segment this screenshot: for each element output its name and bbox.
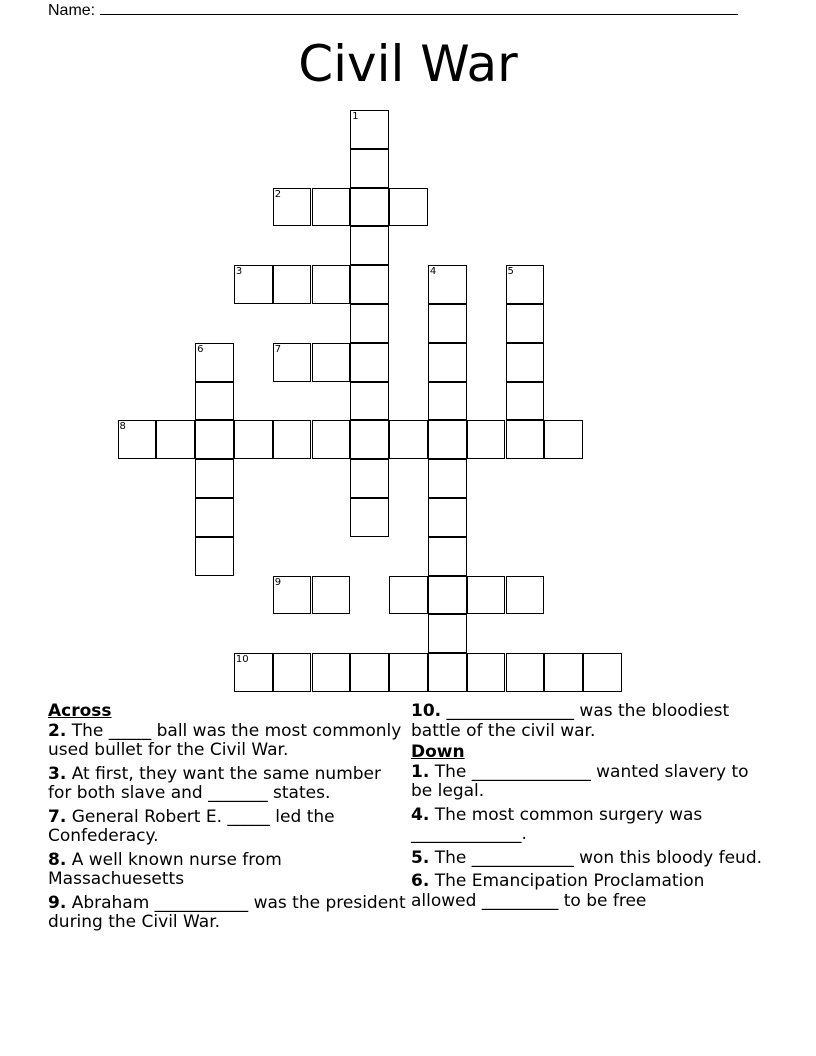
grid-cell[interactable] <box>506 576 545 615</box>
clue-text: The _____ ball was the most commonly used bullet for the Civil War. <box>48 720 402 760</box>
grid-cell[interactable] <box>350 226 389 265</box>
grid-cell[interactable] <box>156 420 195 459</box>
grid-cell[interactable] <box>350 265 389 304</box>
grid-cell[interactable] <box>312 188 351 227</box>
grid-cell[interactable] <box>467 420 506 459</box>
clue-text: General Robert E. _____ led the Confederacy. <box>48 806 335 846</box>
grid-cell[interactable] <box>389 420 428 459</box>
across-heading: Across <box>48 701 112 721</box>
clue-number: 2. <box>48 720 67 741</box>
clue-text: _______________ was the bloodiest battle of the civil war. <box>411 701 730 741</box>
down-heading: Down <box>411 742 465 762</box>
grid-cell[interactable] <box>467 653 506 692</box>
grid-cell[interactable] <box>544 420 583 459</box>
clue-number-label: 9 <box>274 576 282 588</box>
grid-cell[interactable] <box>428 304 467 343</box>
across-clue-10 <box>411 702 771 741</box>
clue-text: The most common surgery was _____________. <box>411 804 703 844</box>
across-clue-8 <box>48 851 408 890</box>
grid-cell[interactable] <box>195 382 234 421</box>
grid-cell[interactable] <box>428 265 467 304</box>
clue-number-label: 2 <box>274 188 282 200</box>
clue-number: 9. <box>48 892 67 913</box>
clue-number: 3. <box>48 763 67 784</box>
grid-cell[interactable] <box>234 420 273 459</box>
grid-cell[interactable] <box>273 576 312 615</box>
grid-cell[interactable] <box>506 653 545 692</box>
grid-cell[interactable] <box>195 537 234 576</box>
across-clue-7 <box>48 808 408 847</box>
grid-cell[interactable] <box>273 188 312 227</box>
grid-cell[interactable] <box>234 265 273 304</box>
clue-number: 1. <box>411 761 430 782</box>
grid-cell[interactable] <box>350 498 389 537</box>
grid-cell[interactable] <box>350 110 389 149</box>
grid-cell[interactable] <box>312 653 351 692</box>
clue-number-label: 10 <box>235 654 249 666</box>
clue-text: The Emancipation Proclamation allowed _________ to be free <box>411 871 705 911</box>
clue-number: 10. <box>411 701 442 721</box>
grid-cell[interactable] <box>428 537 467 576</box>
clue-text: The ______________ wanted slavery to be legal. <box>411 761 749 801</box>
clues-left-column <box>48 702 408 937</box>
grid-cell[interactable] <box>467 576 506 615</box>
grid-cell[interactable] <box>195 343 234 382</box>
grid-cell[interactable] <box>428 420 467 459</box>
down-clue-6 <box>411 872 771 911</box>
grid-cell[interactable] <box>506 304 545 343</box>
across-clue-3 <box>48 765 408 804</box>
grid-cell[interactable] <box>350 653 389 692</box>
across-clue-9 <box>48 894 408 933</box>
down-clue-5 <box>411 849 771 869</box>
grid-cell[interactable] <box>428 653 467 692</box>
grid-cell[interactable] <box>195 459 234 498</box>
grid-cell[interactable] <box>350 188 389 227</box>
grid-cell[interactable] <box>312 576 351 615</box>
grid-cell[interactable] <box>506 382 545 421</box>
clue-number-label: 6 <box>197 343 204 355</box>
grid-cell[interactable] <box>428 576 467 615</box>
clue-number: 8. <box>48 849 67 870</box>
grid-cell[interactable] <box>506 420 545 459</box>
clue-number: 7. <box>48 806 67 827</box>
clue-number-label: 8 <box>119 421 126 433</box>
grid-cell[interactable] <box>273 420 312 459</box>
grid-cell[interactable] <box>234 653 273 692</box>
grid-cell[interactable] <box>428 343 467 382</box>
grid-cell[interactable] <box>118 420 157 459</box>
clue-number: 6. <box>411 871 430 891</box>
grid-cell[interactable] <box>273 653 312 692</box>
clue-number-label: 5 <box>507 266 514 278</box>
grid-cell[interactable] <box>350 382 389 421</box>
grid-cell[interactable] <box>350 149 389 188</box>
grid-cell[interactable] <box>428 614 467 653</box>
grid-cell[interactable] <box>273 343 312 382</box>
grid-cell[interactable] <box>312 265 351 304</box>
grid-cell[interactable] <box>350 304 389 343</box>
name-label: Name: <box>48 2 96 19</box>
clue-text: At first, they want the same number for both slave and _______ states. <box>48 763 382 803</box>
clue-number-label: 1 <box>352 111 359 122</box>
down-clue-4 <box>411 806 771 845</box>
grid-cell[interactable] <box>506 265 545 304</box>
grid-cell[interactable] <box>350 459 389 498</box>
grid-cell[interactable] <box>583 653 622 692</box>
grid-cell[interactable] <box>195 420 234 459</box>
clue-number-label: 7 <box>274 343 282 355</box>
grid-cell[interactable] <box>312 343 351 382</box>
clue-number-label: 4 <box>429 266 437 278</box>
down-clue-1 <box>411 763 771 802</box>
grid-cell[interactable] <box>195 498 234 537</box>
grid-cell[interactable] <box>273 265 312 304</box>
clue-text: Abraham ___________ was the president during the Civil War. <box>48 892 406 932</box>
clue-text: The ____________ won this bloody feud. <box>429 847 763 868</box>
grid-cell[interactable] <box>312 420 351 459</box>
grid-cell[interactable] <box>389 576 428 615</box>
grid-cell[interactable] <box>389 188 428 227</box>
grid-cell[interactable] <box>506 343 545 382</box>
clues-right-column <box>411 702 771 915</box>
grid-cell[interactable] <box>428 498 467 537</box>
grid-cell[interactable] <box>428 382 467 421</box>
page-title: Civil War <box>298 35 518 93</box>
clue-number-label: 3 <box>235 266 243 278</box>
clue-number: 5. <box>411 847 430 868</box>
clue-number: 4. <box>411 804 430 825</box>
across-clue-2 <box>48 722 408 761</box>
grid-cell[interactable] <box>389 653 428 692</box>
grid-cell[interactable] <box>428 459 467 498</box>
clue-text: A well known nurse from Massachuesetts <box>48 849 282 889</box>
grid-cell[interactable] <box>350 420 389 459</box>
grid-cell[interactable] <box>544 653 583 692</box>
grid-cell[interactable] <box>350 343 389 382</box>
